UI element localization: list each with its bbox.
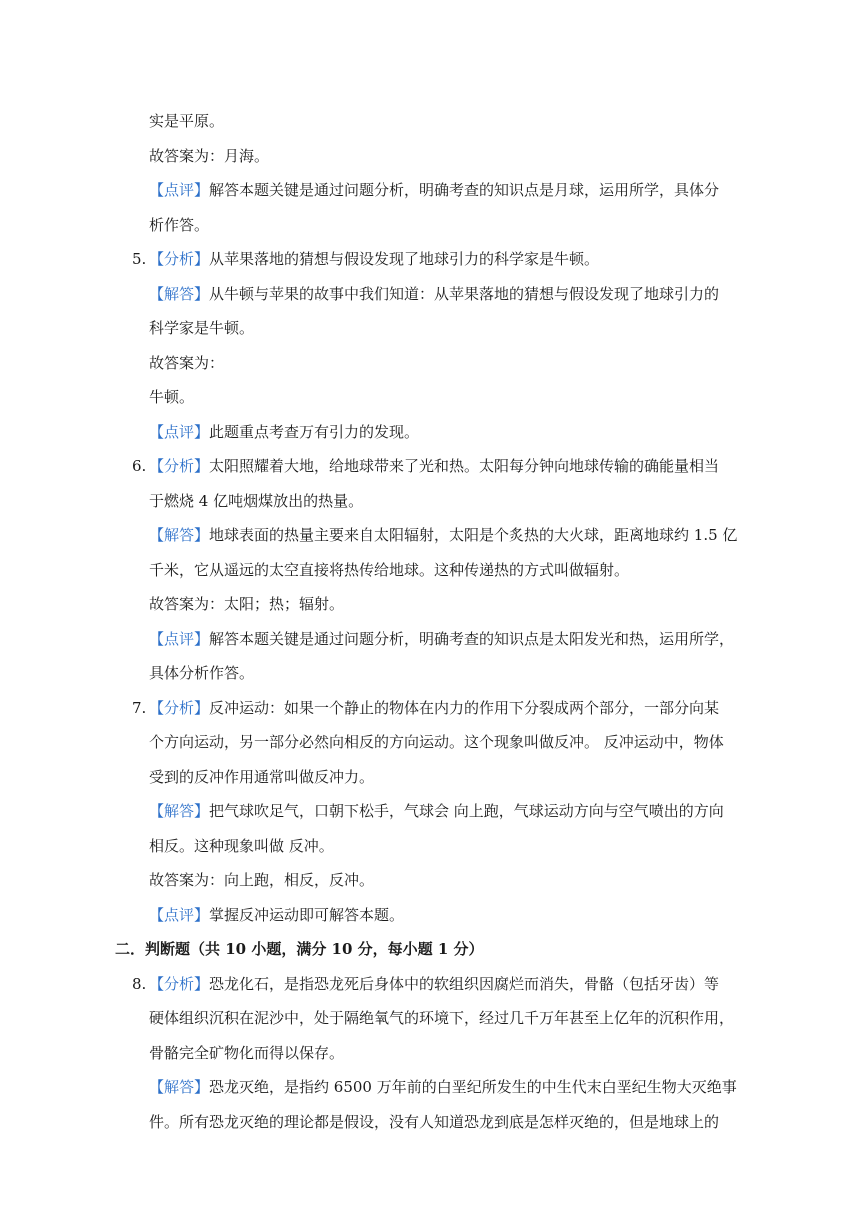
section-heading: 二．判断题（共 10 小题，满分 10 分，每小题 1 分）	[115, 940, 484, 958]
q6-comment-line-1	[149, 629, 734, 649]
q6-analysis-text: 太阳照耀着大地，给地球带来了光和热。太阳每分钟向地球传输的确能量相当	[209, 457, 720, 475]
q5-comment-line-1	[149, 422, 419, 442]
q7-answer-line: 故答案为：向上跑，相反，反冲。	[149, 871, 375, 889]
q7-comment-text: 掌握反冲运动即可解答本题。	[209, 906, 405, 924]
solution-tag: 【解答】	[149, 802, 210, 820]
q6-analysis-line-2: 于燃烧 4 亿吨烟煤放出的热量。	[149, 492, 364, 510]
q6-answer-line: 故答案为：太阳；热；辐射。	[149, 595, 345, 613]
q7-analysis-text: 反冲运动：如果一个静止的物体在内力的作用下分裂成两个部分，一部分向某	[209, 699, 720, 717]
solution-tag: 【解答】	[149, 1078, 210, 1096]
q8-solution-line-2: 件。所有恐龙灭绝的理论都是假设，没有人知道恐龙到底是怎样灭绝的，但是地球上的	[149, 1113, 720, 1131]
q7-solution-text: 把气球吹足气，口朝下松手，气球会 向上跑，气球运动方向与空气喷出的方向	[209, 802, 724, 820]
q8-analysis-line-3: 骨骼完全矿物化而得以保存。	[149, 1044, 345, 1062]
q6-solution-line-2: 千米，它从遥远的太空直接将热传给地球。这种传递热的方式叫做辐射。	[149, 561, 630, 579]
q4-continuation-line: 实是平原。	[149, 112, 225, 130]
question-number: 5.	[132, 250, 147, 268]
q7-solution-line-2: 相反。这种现象叫做 反冲。	[149, 837, 334, 855]
q8-solution-line-1	[149, 1077, 737, 1097]
q5-solution-line-2: 科学家是牛顿。	[149, 319, 255, 337]
solution-tag: 【解答】	[149, 526, 210, 544]
q6-comment-line-2: 具体分析作答。	[149, 664, 255, 682]
analysis-tag: 【分析】	[149, 457, 210, 475]
question-number: 8.	[132, 975, 147, 993]
comment-tag: 【点评】	[149, 423, 210, 441]
q5-analysis-line-1	[132, 249, 599, 269]
q7-comment-line-1	[149, 905, 404, 925]
q6-solution-text: 地球表面的热量主要来自太阳辐射，太阳是个炙热的大火球，距离地球约 1.5 亿	[209, 526, 738, 544]
q8-analysis-line-1	[132, 974, 719, 994]
q7-solution-line-1	[149, 801, 724, 821]
q8-analysis-text: 恐龙化石，是指恐龙死后身体中的软组织因腐烂而消失，骨骼（包括牙齿）等	[209, 975, 720, 993]
q7-analysis-line-1	[132, 698, 719, 718]
q8-analysis-line-2: 硬体组织沉积在泥沙中，处于隔绝氧气的环境下，经过几千万年甚至上亿年的沉积作用，	[149, 1009, 735, 1027]
q6-solution-line-1	[149, 525, 737, 545]
q6-comment-text: 解答本题关键是通过问题分析，明确考查的知识点是太阳发光和热，运用所学，	[209, 630, 735, 648]
q4-comment-text: 解答本题关键是通过问题分析，明确考查的知识点是月球，运用所学，具体分	[209, 181, 720, 199]
analysis-tag: 【分析】	[149, 699, 210, 717]
q4-comment-line-2: 析作答。	[149, 216, 210, 234]
q5-answer-line-1: 故答案为：	[149, 354, 225, 372]
comment-tag: 【点评】	[149, 906, 210, 924]
solution-tag: 【解答】	[149, 285, 210, 303]
analysis-tag: 【分析】	[149, 250, 210, 268]
q5-comment-text: 此题重点考查万有引力的发现。	[209, 423, 420, 441]
q7-analysis-line-3: 受到的反冲作用通常叫做反冲力。	[149, 768, 375, 786]
analysis-tag: 【分析】	[149, 975, 210, 993]
q8-solution-text: 恐龙灭绝，是指约 6500 万年前的白垩纪所发生的中生代末白垩纪生物大灭绝事	[209, 1078, 737, 1096]
q4-comment-line-1	[149, 180, 719, 200]
question-number: 6.	[132, 457, 147, 475]
q6-analysis-line-1	[132, 456, 719, 476]
question-number: 7.	[132, 699, 147, 717]
q7-analysis-line-2: 个方向运动，另一部分必然向相反的方向运动。这个现象叫做反冲。 反冲运动中，物体	[149, 733, 724, 751]
q5-solution-line-1	[149, 284, 719, 304]
comment-tag: 【点评】	[149, 181, 210, 199]
q5-solution-text: 从牛顿与苹果的故事中我们知道：从苹果落地的猜想与假设发现了地球引力的	[209, 285, 720, 303]
comment-tag: 【点评】	[149, 630, 210, 648]
q5-analysis-text: 从苹果落地的猜想与假设发现了地球引力的科学家是牛顿。	[209, 250, 600, 268]
q4-answer-line: 故答案为：月海。	[149, 147, 270, 165]
q5-answer-line-2: 牛顿。	[149, 388, 195, 406]
